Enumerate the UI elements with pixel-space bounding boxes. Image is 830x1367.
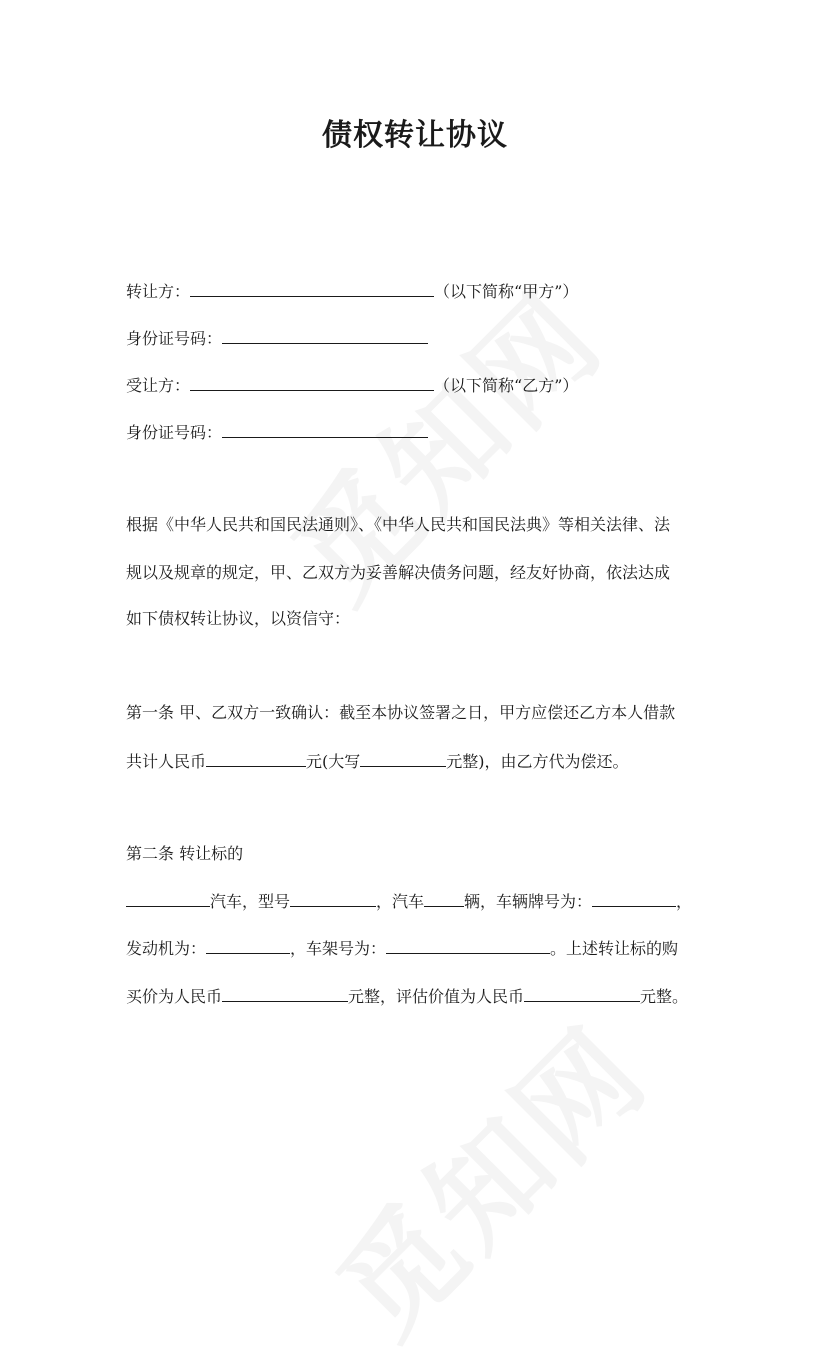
car-brand-blank[interactable]	[126, 889, 210, 907]
id-label: 身份证号码：	[126, 423, 223, 442]
article1-line-2	[126, 749, 629, 773]
appraised-value-blank[interactable]	[524, 984, 640, 1002]
article2-line-2	[126, 936, 678, 960]
transferee-blank[interactable]	[190, 373, 434, 391]
article2-text-c: 辆，车辆牌号为：	[464, 892, 593, 911]
article2-heading: 第二条 转让标的	[126, 844, 244, 863]
article1-line-1: 第一条 甲、乙双方一致确认：截至本协议签署之日，甲方应偿还乙方本人借款	[126, 703, 676, 722]
article1-text-c: 元整)，由乙方代为偿还。	[446, 752, 629, 771]
document-title: 债权转让协议	[322, 118, 508, 153]
amount-uppercase-blank[interactable]	[360, 749, 446, 767]
engine-number-blank[interactable]	[206, 936, 290, 954]
article2-text-a: 汽车，型号	[210, 892, 291, 911]
purchase-price-blank[interactable]	[222, 984, 348, 1002]
vin-blank[interactable]	[386, 936, 550, 954]
watermark-bottom	[294, 983, 677, 1366]
transferee-id-line	[126, 420, 428, 444]
article2-text-g: 。上述转让标的购	[550, 939, 679, 958]
transferor-line	[126, 279, 578, 303]
transferee-line	[126, 373, 578, 397]
article1-text-a: 共计人民币	[126, 752, 207, 771]
article2-text-h: 买价为人民币	[126, 987, 223, 1006]
amount-blank[interactable]	[206, 749, 306, 767]
transferee-label: 受让方：	[126, 376, 191, 395]
article1-text-b: 元(大写	[306, 752, 361, 771]
article2-text-i: 元整，评估价值为人民币	[348, 987, 525, 1006]
transferee-suffix: （以下简称“乙方”）	[434, 376, 579, 395]
article2-text-d: ，	[676, 892, 693, 911]
article2-text-f: ，车架号为：	[290, 939, 387, 958]
preamble-line-3: 如下债权转让协议，以资信守：	[126, 609, 351, 628]
transferor-suffix: （以下简称“甲方”）	[434, 282, 579, 301]
article2-text-j: 元整。	[640, 987, 689, 1006]
plate-number-blank[interactable]	[592, 889, 676, 907]
preamble-line-2: 规以及规章的规定，甲、乙双方为妥善解决债务问题，经友好协商，依法达成	[126, 563, 671, 582]
model-blank[interactable]	[290, 889, 376, 907]
transferor-label: 转让方：	[126, 282, 191, 301]
preamble-line-1: 根据《中华人民共和国民法通则》、《中华人民共和国民法典》等相关法律、法	[126, 515, 671, 534]
article2-line-1	[126, 889, 692, 913]
id-label: 身份证号码：	[126, 329, 223, 348]
article2-text-b: ，汽车	[376, 892, 425, 911]
vehicle-count-blank[interactable]	[424, 889, 464, 907]
article2-text-e: 发动机为：	[126, 939, 207, 958]
article2-line-3	[126, 984, 688, 1008]
transferor-blank[interactable]	[190, 279, 434, 297]
transferee-id-blank[interactable]	[222, 420, 428, 438]
transferor-id-blank[interactable]	[222, 326, 428, 344]
transferor-id-line	[126, 326, 428, 350]
